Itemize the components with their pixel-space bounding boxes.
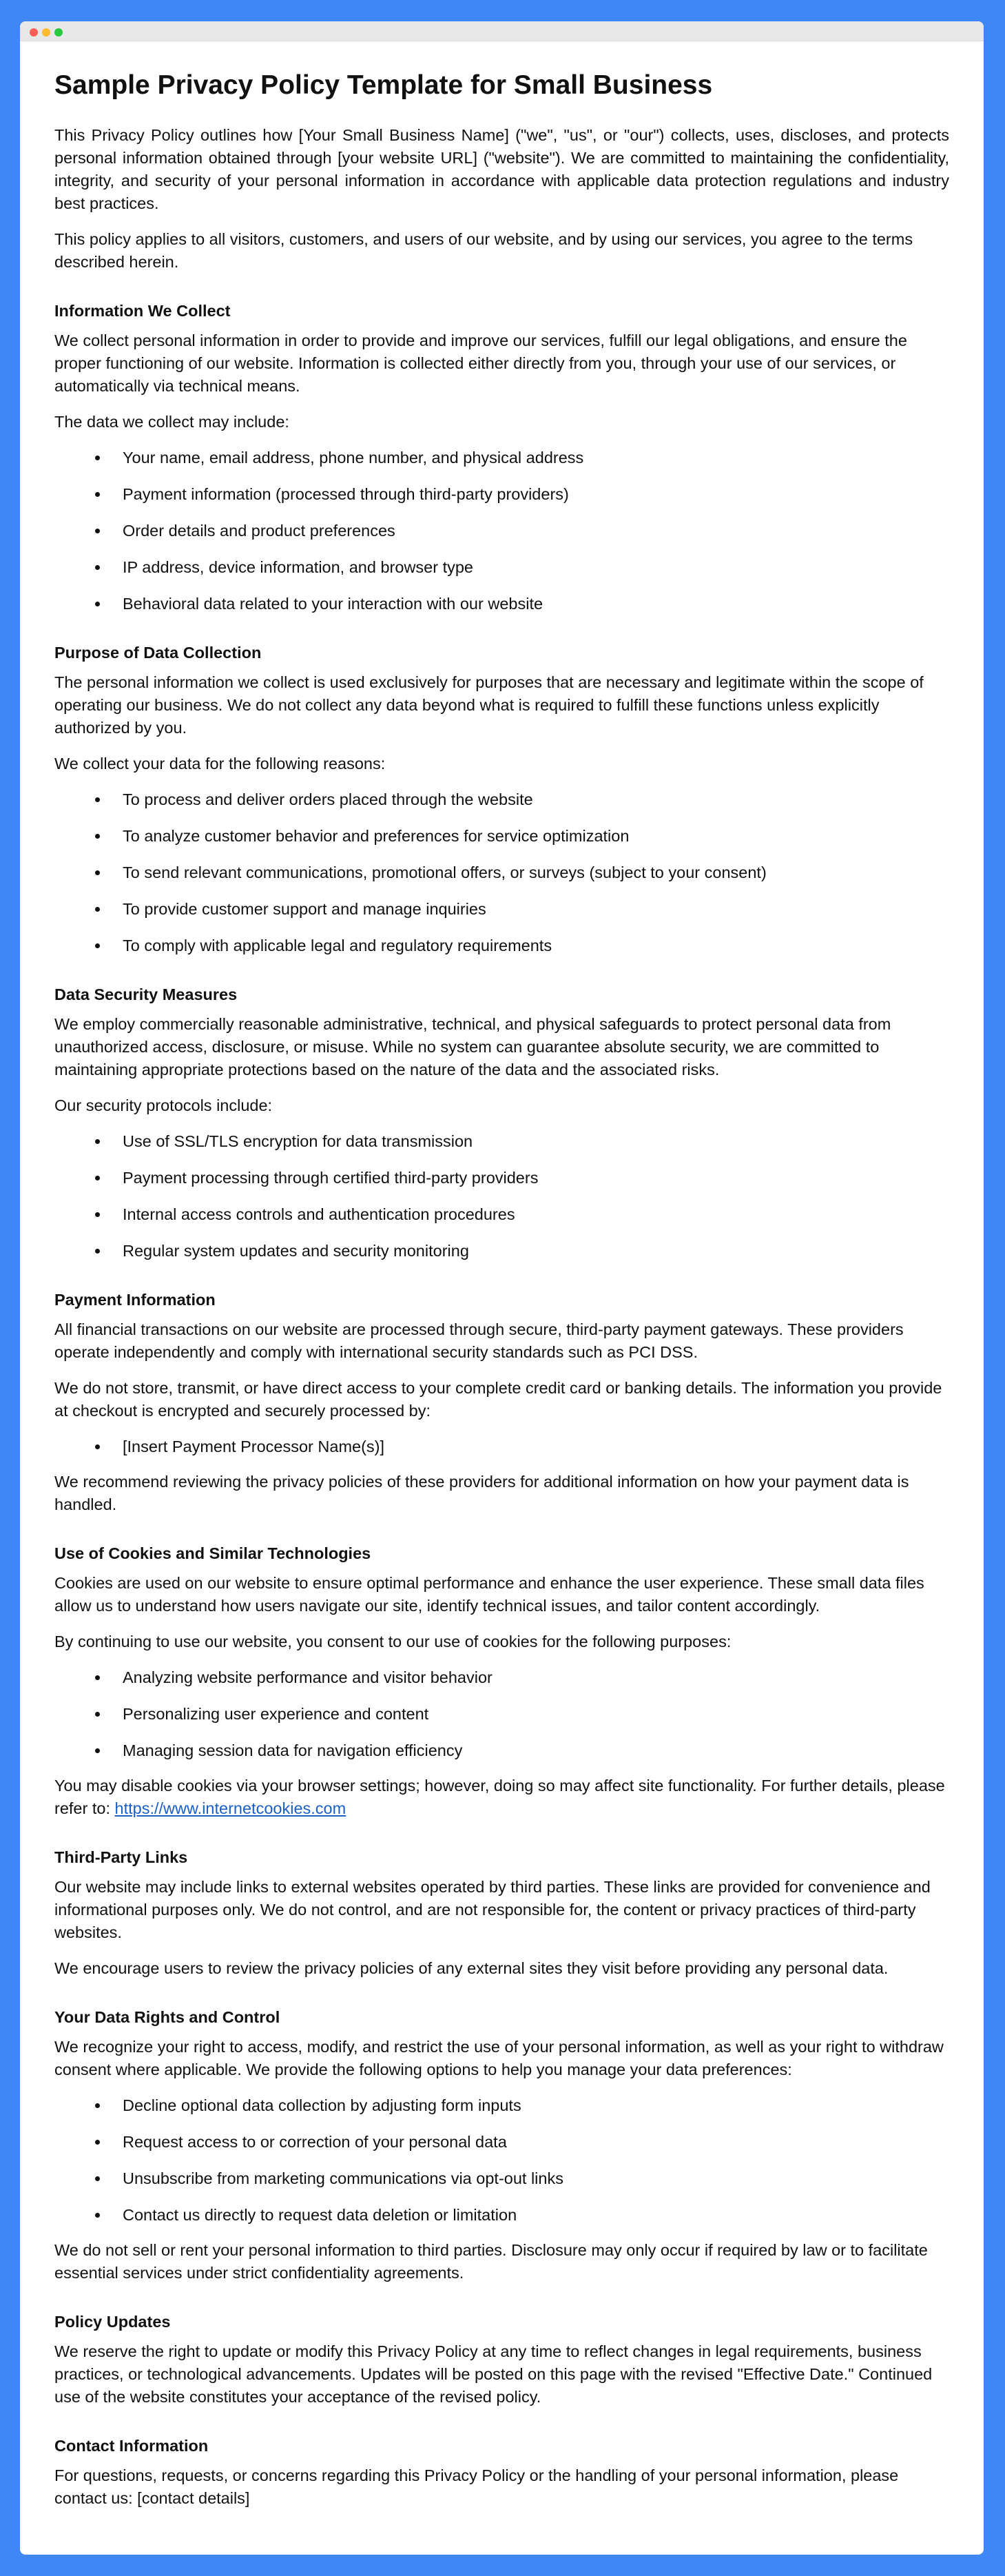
section-heading: Contact Information <box>54 2437 209 2455</box>
list-item: Contact us directly to request data deletion or limitation <box>54 2204 949 2227</box>
section-paragraph: Cookies are used on our website to ensure optimal performance and enhance the user experience. These small data files allow us to understand how users navigate our site, identify technical issues, and tailor content accordingly. <box>54 1574 924 1615</box>
section-purpose-of-data-collection <box>54 642 949 957</box>
list-item: Payment information (processed through third-party providers) <box>54 483 949 506</box>
cookie-settings-text: You may disable cookies via your browser settings; however, doing so may affect site functionality. For further details, please refer to: <box>54 1777 945 1817</box>
close-window-icon[interactable] <box>30 28 38 37</box>
intro-paragraph: This Privacy Policy outlines how [Your Small Business Name] ("we", "us", or "our") collects, uses, discloses, and protects personal information obtained through [your website URL] ("website"). We are committed to maintaining the confidentiality, integrity, and security of your personal information in accordance with applicable data protection regulations and industry best practices. <box>54 126 949 212</box>
list-item: Behavioral data related to your interaction with our website <box>54 593 949 615</box>
section-heading: Information We Collect <box>54 302 231 320</box>
section-heading: Third-Party Links <box>54 1848 188 1866</box>
section-paragraph: We collect your data for the following reasons: <box>54 755 386 773</box>
section-paragraph: We reserve the right to update or modify this Privacy Policy at any time to reflect changes in legal requirements, business practices, or technological advancements. Updates will be posted on this page with the revised "Effective Date." Continued use of the website constitutes your acceptance of the revised policy. <box>54 2342 933 2406</box>
section-payment-information <box>54 1289 949 1516</box>
list-item: Your name, email address, phone number, and physical address <box>54 447 949 469</box>
list-item: To analyze customer behavior and preferences for service optimization <box>54 825 949 848</box>
section-paragraph: By continuing to use our website, you consent to our use of cookies for the following purposes: <box>54 1633 732 1650</box>
section-heading: Data Security Measures <box>54 985 238 1003</box>
bullet-list <box>54 1130 949 1263</box>
section-paragraph: For questions, requests, or concerns regarding this Privacy Policy or the handling of your personal information, please contact us: [contact details] <box>54 2466 899 2507</box>
list-item: IP address, device information, and browser type <box>54 556 949 579</box>
list-item: To process and deliver orders placed through the website <box>54 788 949 811</box>
list-item: To provide customer support and manage inquiries <box>54 898 949 921</box>
section-paragraph: Our security protocols include: <box>54 1096 273 1114</box>
section-paragraph: All financial transactions on our website are processed through secure, third-party payment gateways. These providers operate independently and comply with international security standards such as PCI DSS. <box>54 1320 904 1361</box>
section-paragraph <box>54 1775 949 1820</box>
section-third-party-links <box>54 1846 949 1980</box>
list-item: Managing session data for navigation efficiency <box>54 1739 949 1762</box>
minimize-window-icon[interactable] <box>42 28 50 37</box>
bullet-list <box>54 788 949 957</box>
document-window <box>20 21 984 2555</box>
section-policy-updates <box>54 2311 949 2409</box>
list-item: Order details and product preferences <box>54 520 949 542</box>
list-item: Request access to or correction of your personal data <box>54 2131 949 2154</box>
section-paragraph: We recognize your right to access, modify, and restrict the use of your personal information, as well as your right to withdraw consent where applicable. We provide the following options to help you manage your data preferences: <box>54 2038 944 2078</box>
list-item: [Insert Payment Processor Name(s)] <box>54 1435 949 1458</box>
section-paragraph: Our website may include links to external websites operated by third parties. These links are provided for convenience and informational purposes only. We do not control, and are not responsible for, the content or privacy practices of third-party websites. <box>54 1878 931 1941</box>
section-data-rights <box>54 2006 949 2284</box>
section-paragraph: We employ commercially reasonable administrative, technical, and physical safeguards to protect personal data from unauthorized access, disclosure, or misuse. While no system can guarantee absolute security, we are committed to maintaining appropriate protections based on the nature of the data and the associated risks. <box>54 1015 891 1079</box>
section-paragraph: The personal information we collect is used exclusively for purposes that are necessary and legitimate within the scope of operating our business. We do not collect any data beyond what is required to fulfill these functions unless explicitly authorized by you. <box>54 673 924 737</box>
intro-paragraph: This policy applies to all visitors, customers, and users of our website, and by using our services, you agree to the terms described herein. <box>54 230 913 271</box>
maximize-window-icon[interactable] <box>54 28 63 37</box>
section-heading: Policy Updates <box>54 2313 171 2331</box>
bullet-list <box>54 1666 949 1762</box>
list-item: Payment processing through certified third-party providers <box>54 1167 949 1189</box>
window-titlebar <box>20 21 984 41</box>
section-paragraph: We collect personal information in order to provide and improve our services, fulfill our legal obligations, and ensure the proper functioning of our website. Information is collected either directly from you, through your use of our services, or automatically via technical means. <box>54 331 907 395</box>
list-item: Personalizing user experience and content <box>54 1703 949 1726</box>
section-heading: Purpose of Data Collection <box>54 644 262 662</box>
bullet-list <box>54 1435 949 1458</box>
section-paragraph: The data we collect may include: <box>54 413 289 431</box>
internet-cookies-link[interactable]: https://www.internetcookies.com <box>114 1799 346 1817</box>
bullet-list <box>54 447 949 615</box>
list-item: Internal access controls and authentication procedures <box>54 1203 949 1226</box>
section-contact-information <box>54 2435 949 2510</box>
list-item: To send relevant communications, promotional offers, or surveys (subject to your consent) <box>54 861 949 884</box>
list-item: Use of SSL/TLS encryption for data transmission <box>54 1130 949 1153</box>
list-item: Regular system updates and security monitoring <box>54 1240 949 1263</box>
section-heading: Your Data Rights and Control <box>54 2008 280 2026</box>
page-title: Sample Privacy Policy Template for Small Business <box>54 70 713 100</box>
section-paragraph: We do not store, transmit, or have direct access to your complete credit card or banking details. The information you provide at checkout is encrypted and securely processed by: <box>54 1379 942 1420</box>
section-heading: Use of Cookies and Similar Technologies <box>54 1544 371 1562</box>
section-paragraph: We encourage users to review the privacy policies of any external sites they visit before providing any personal data. <box>54 1959 889 1977</box>
list-item: To comply with applicable legal and regulatory requirements <box>54 934 949 957</box>
bullet-list <box>54 2094 949 2227</box>
policy-content <box>20 41 984 2510</box>
section-paragraph: We do not sell or rent your personal information to third parties. Disclosure may only occur if required by law or to facilitate essential services under strict confidentiality agreements. <box>54 2241 928 2282</box>
section-heading: Payment Information <box>54 1291 216 1309</box>
list-item: Unsubscribe from marketing communications via opt-out links <box>54 2167 949 2190</box>
list-item: Decline optional data collection by adjusting form inputs <box>54 2094 949 2117</box>
section-data-security-measures <box>54 983 949 1263</box>
section-use-of-cookies <box>54 1542 949 1820</box>
list-item: Analyzing website performance and visitor behavior <box>54 1666 949 1689</box>
section-paragraph: We recommend reviewing the privacy policies of these providers for additional information on how your payment data is handled. <box>54 1473 909 1513</box>
section-information-we-collect <box>54 300 949 615</box>
